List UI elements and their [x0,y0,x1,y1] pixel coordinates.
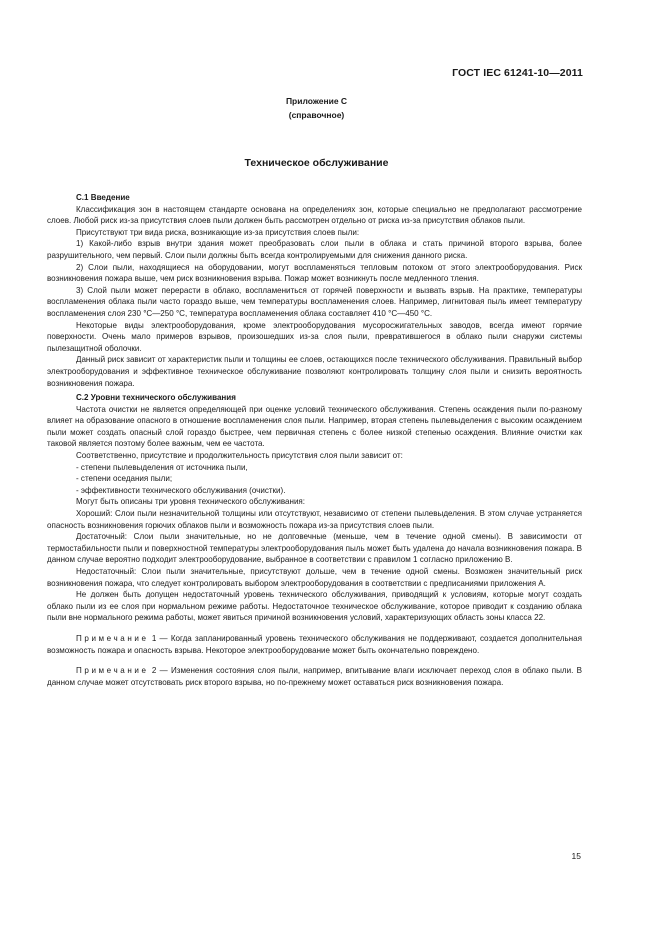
note-1 [47,633,582,656]
list-item: 1) Какой-либо взрыв внутри здания может преобразовать слои пыли в облака и стать причиной второго взрыва, более разрушительного, чем первый. Слои пыли должны быть всегда контролируемыми для снижения данного риска. [47,239,582,260]
document-body [47,192,582,688]
list-item: - степени пылевыделения от источника пыли, [76,462,248,472]
list-item: 2) Слои пыли, находящиеся на оборудовании, могут воспламеняться тепловым потоком от этого электрооборудования. Риск возникновения пожара выше, чем риск возникновения взрыва. Пожар может возникнуть после медленного тления. [47,262,582,284]
note-text: 1 — Когда запланированный уровень технического обслуживания не поддерживают, создается дополнительная возможность пожара и опасность взрыва. Некоторое электрооборудование может быть окончательно повреждено. [47,633,582,655]
paragraph: Хороший: Слои пыли незначительной толщины или отсутствуют, независимо от степени пылевыделения. В этом случае устраняется опасность возникновения горючих облаков пыли и возможность пожара из-за присутствия слоев пыли. [47,509,582,530]
paragraph: Некоторые виды электрооборудования, кроме электрооборудования мусоросжигательных заводов, всегда имеют горячие поверхности. Очень мало примеров взрывов, произошедших из-за слоя пыли, превратившегося в облако пыли снаружи системы пылезащитной оболочки. [47,320,582,353]
paragraph: Достаточный: Слои пыли значительные, но не долговечные (меньше, чем в течение одной смены). В зависимости от термостабильности пыли и поверхностной температуры электрооборудования пыль может быть удалена до начала возникновения пожара. В данном случае вероятно подходит электрооборудование, выбранное в соответствии с правилом 1 согласно приложению В. [47,532,582,565]
note-label: Примечание [76,666,149,676]
paragraph: Классификация зон в настоящем стандарте основана на определениях зон, которые специально не предполагают рассмотрение слоев. Любой риск из-за присутствия слоев пыли должен быть рассмотрен отдельно от риска из-за присутствия облаков пыли. [47,204,582,226]
note-text: 2 — Изменения состояния слоя пыли, например, впитывание влаги исключает переход слоя в облако пыли. В данном случае может отсутствовать риск второго взрыва, но по-прежнему может оставаться риск возникновения пожара. [47,666,582,687]
note-2 [47,665,582,688]
document-id: ГОСТ IEC 61241-10—2011 [452,67,583,79]
paragraph: Не должен быть допущен недостаточный уровень технического обслуживания, приводящий к условиям, которые могут создать облако пыли из ее слоя при нормальном режиме работы. Недостаточное техническое обслуживание, которое приводит к созданию облака пыли вне нормального режима работы, может явиться причиной возникновения условий, характеризующих область зоны класса 22. [47,590,582,623]
annex-title: Приложение С [285,96,348,106]
section-title: Техническое обслуживание [244,157,389,169]
page-number: 15 [571,851,581,861]
list-item: - эффективности технического обслуживания (очистки). [76,485,286,495]
paragraph: Недостаточный: Слои пыли значительные, присутствуют дольше, чем в течение одной смены. Возможен значительный риск возникновения пожара, что следует контролировать выбором электрооборудования в соответствии с предписаниями приложения А. [47,567,582,588]
heading-c1: С.1 Введение [76,193,130,202]
paragraph: Присутствуют три вида риска, возникающие из-за присутствия слоев пыли: [76,227,360,237]
list-item: - степени оседания пыли; [76,474,173,484]
paragraph: Частота очистки не является определяющей при оценке условий технического обслуживания. Степень осаждения пыли по-разному влияет на образование опасного в отношение воспламенения слоя пыли. Например, вторая степень пылевыделения с высоким осаждением пыли может создать опасный слой гораздо быстрее, чем первичная степень с более низкой степенью осаждения. Влияние очистки как таковой является поэтому более важным, чем ее частота. [47,404,582,449]
list-item: 3) Слой пыли может перерасти в облако, воспламениться от горячей поверхности и вызвать взрыв. На практике, температуры воспламенения облака пыли часто гораздо выше, чем температуры воспламенения слоев. Например, лигнитовая пыль имеет температуру воспламенения слоя 230 °С—250 °С, температура воспламенения облака составляет 410 °С—450 °С. [47,285,582,318]
annex-status: (справочное) [288,110,345,120]
paragraph: Соответственно, присутствие и продолжительность присутствия слоя пыли зависит от: [76,451,403,461]
paragraph: Могут быть описаны три уровня технического обслуживания: [76,497,306,507]
paragraph: Данный риск зависит от характеристик пыли и толщины ее слоев, остающихся после технического обслуживания. Правильный выбор электрооборудования и эффективное техническое обслуживание позволяют контролировать толщину слоя пыли и снизить вероятность возникновения пожара. [47,355,582,388]
heading-c2: С.2 Уровни технического обслуживания [76,393,236,403]
note-label: Примечание [76,633,149,643]
